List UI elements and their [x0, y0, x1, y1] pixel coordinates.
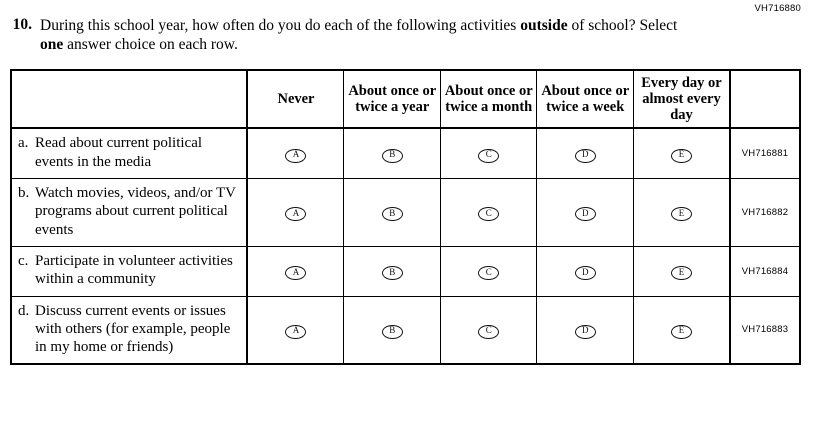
- bubble-option-b[interactable]: B: [382, 149, 403, 163]
- radio-d-never[interactable]: [247, 296, 344, 364]
- bubble-option-c[interactable]: C: [478, 207, 499, 221]
- bubble-option-e[interactable]: E: [671, 266, 692, 280]
- row-letter: c.: [18, 252, 29, 269]
- response-matrix-table: [10, 69, 801, 366]
- row-letter: d.: [18, 302, 30, 319]
- bubble-option-e[interactable]: E: [671, 207, 692, 221]
- radio-a-never[interactable]: [247, 128, 344, 178]
- row-label: Read about current political events in the media: [35, 135, 203, 170]
- bubble-option-c[interactable]: C: [478, 266, 499, 280]
- question-block: [10, 16, 803, 55]
- bubble-option-b[interactable]: B: [382, 266, 403, 280]
- table-header-row: [11, 70, 800, 129]
- header-once-twice-month: About once or twice a month: [440, 70, 537, 129]
- row-item-code: VH716882: [730, 179, 800, 247]
- bubble-option-b[interactable]: B: [382, 325, 403, 339]
- page-item-code: VH716880: [754, 3, 801, 14]
- question-number: 10.: [12, 16, 32, 33]
- row-stem-b: [11, 179, 247, 247]
- radio-b-everyday[interactable]: [633, 179, 730, 247]
- bubble-option-a[interactable]: A: [285, 149, 306, 163]
- row-item-code: VH716883: [730, 296, 800, 364]
- radio-c-week[interactable]: [537, 246, 634, 296]
- row-letter: a.: [18, 135, 29, 152]
- bubble-option-a[interactable]: A: [285, 325, 306, 339]
- bubble-option-c[interactable]: C: [478, 325, 499, 339]
- table-header: [11, 70, 800, 129]
- row-letter: b.: [18, 185, 30, 202]
- row-label: Participate in volunteer activities within a community: [35, 252, 233, 288]
- header-once-twice-year: About once or twice a year: [344, 70, 441, 129]
- radio-d-everyday[interactable]: [633, 296, 730, 364]
- header-every-day: Every day or almost every day: [633, 70, 730, 129]
- radio-a-week[interactable]: [537, 128, 634, 178]
- bubble-option-d[interactable]: D: [575, 149, 596, 163]
- radio-b-week[interactable]: [537, 179, 634, 247]
- row-label: Watch movies, videos, and/or TV programs about current political events: [35, 185, 236, 238]
- bubble-option-d[interactable]: D: [575, 266, 596, 280]
- radio-b-year[interactable]: [344, 179, 441, 247]
- header-code-blank: [730, 70, 800, 129]
- radio-a-month[interactable]: [440, 128, 537, 178]
- question-text: [40, 16, 700, 55]
- bubble-option-a[interactable]: A: [285, 266, 306, 280]
- bubble-option-a[interactable]: A: [285, 207, 306, 221]
- row-item-code: VH716881: [730, 128, 800, 178]
- bubble-option-e[interactable]: E: [671, 325, 692, 339]
- bubble-option-e[interactable]: E: [671, 149, 692, 163]
- question-text-bold-outside: outside: [520, 17, 568, 34]
- question-text-part2: of school? Select: [567, 17, 678, 34]
- bubble-option-d[interactable]: D: [575, 325, 596, 339]
- radio-d-week[interactable]: [537, 296, 634, 364]
- question-text-part1: During this school year, how often do you do each of the following activities: [40, 17, 521, 34]
- table-body: [11, 128, 800, 364]
- radio-c-everyday[interactable]: [633, 246, 730, 296]
- table-row: [11, 246, 800, 296]
- radio-c-month[interactable]: [440, 246, 537, 296]
- question-text-bold-one: one: [40, 36, 64, 54]
- radio-b-month[interactable]: [440, 179, 537, 247]
- header-never: Never: [247, 70, 344, 129]
- table-row: [11, 296, 800, 364]
- row-stem-c: [11, 246, 247, 296]
- radio-d-year[interactable]: [344, 296, 441, 364]
- row-stem-a: [11, 128, 247, 178]
- row-stem-d: [11, 296, 247, 364]
- header-once-twice-week: About once or twice a week: [537, 70, 634, 129]
- radio-d-month[interactable]: [440, 296, 537, 364]
- radio-a-everyday[interactable]: [633, 128, 730, 178]
- bubble-option-c[interactable]: C: [478, 149, 499, 163]
- radio-c-year[interactable]: [344, 246, 441, 296]
- radio-c-never[interactable]: [247, 246, 344, 296]
- table-row: [11, 179, 800, 247]
- header-stem-blank: [11, 70, 247, 129]
- radio-a-year[interactable]: [344, 128, 441, 178]
- question-text-part3: answer choice on each row.: [63, 36, 238, 54]
- row-item-code: VH716884: [730, 246, 800, 296]
- radio-b-never[interactable]: [247, 179, 344, 247]
- bubble-option-b[interactable]: B: [382, 207, 403, 221]
- table-row: [11, 128, 800, 178]
- bubble-option-d[interactable]: D: [575, 207, 596, 221]
- row-label: Discuss current events or issues with others (for example, people in my home or friends): [35, 302, 231, 356]
